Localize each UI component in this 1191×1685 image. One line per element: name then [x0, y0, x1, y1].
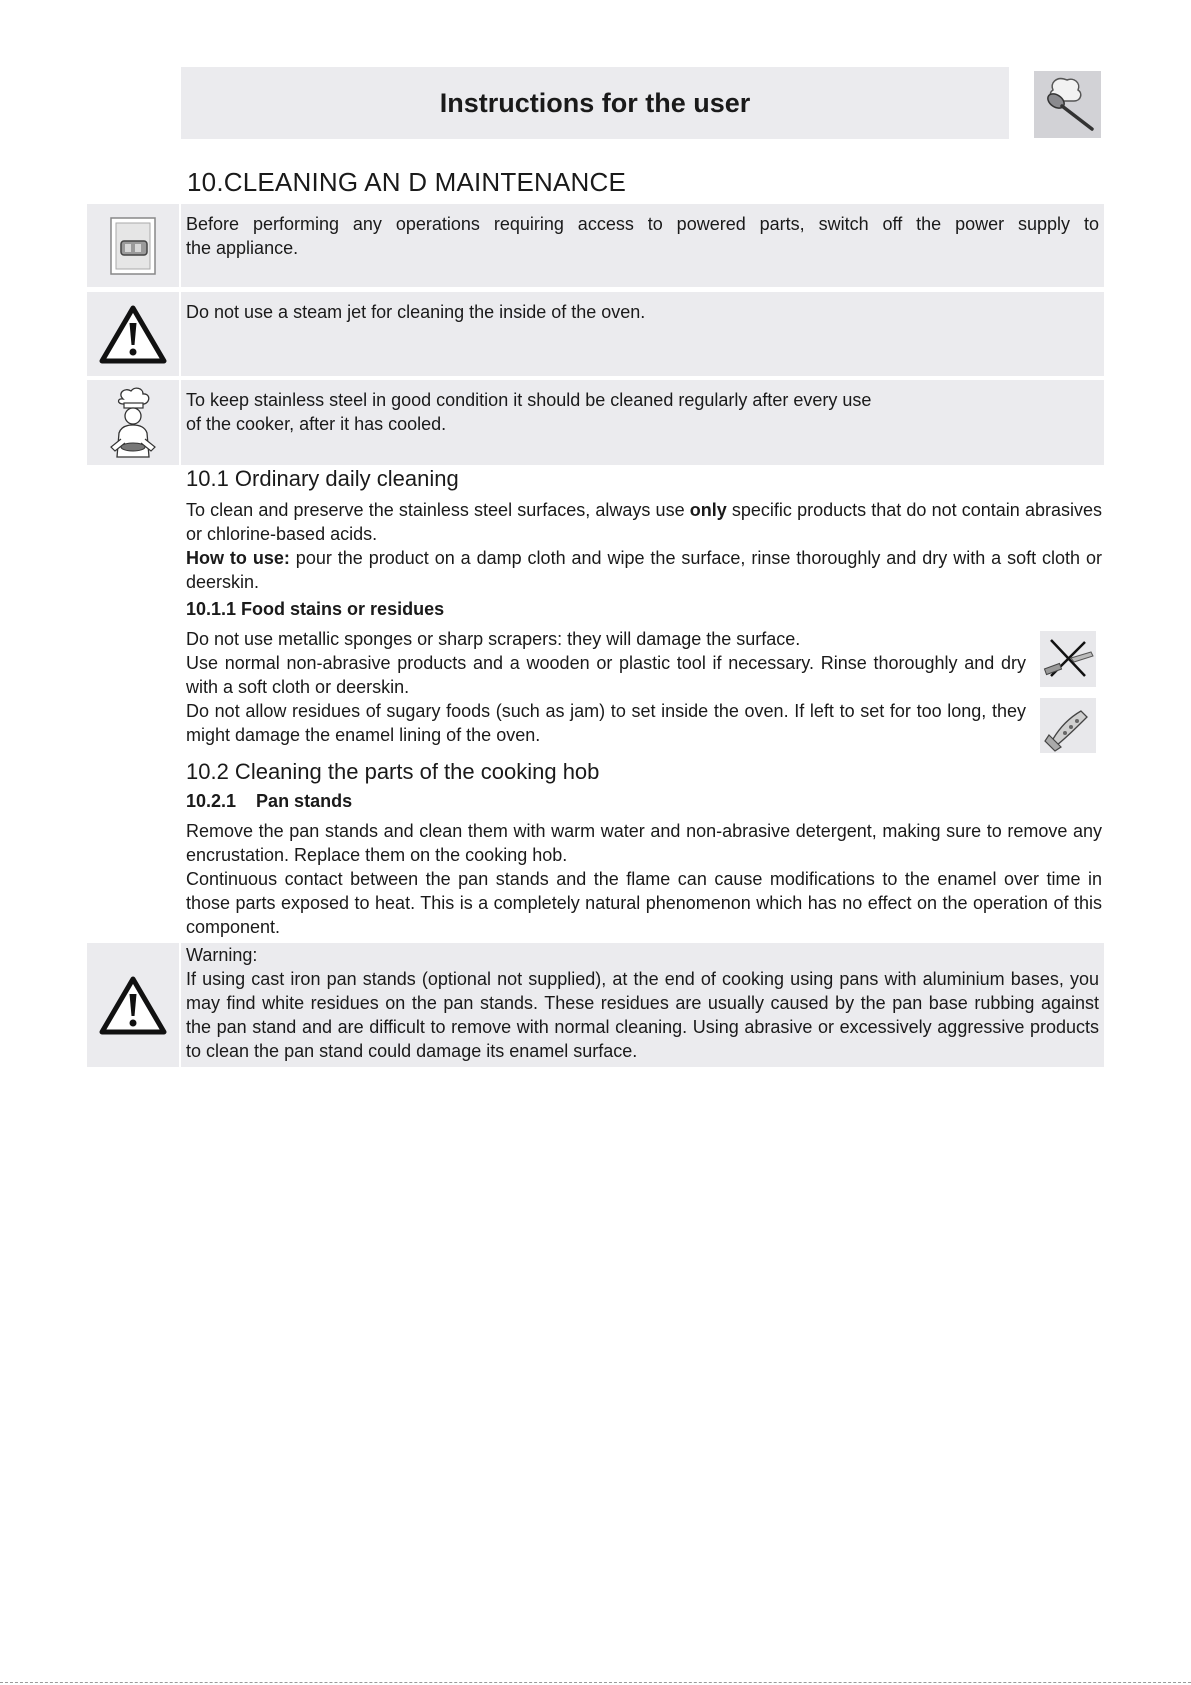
sponge-icon — [1040, 698, 1096, 753]
daily-cleaning-title: 10.1 Ordinary daily cleaning — [186, 466, 459, 491]
daily-paragraph-2 — [186, 546, 1102, 594]
notice-stainless-line2: of the cooker, after it has cooled. — [186, 414, 447, 434]
pan-stands-text — [186, 819, 1102, 939]
pan-stands-title: 10.2.1 Pan stands — [186, 791, 353, 811]
section-title: 10.CLEANING AN D MAINTENANCE — [187, 167, 627, 197]
hob-cleaning-title: 10.2 Cleaning the parts of the cooking hob — [186, 759, 600, 784]
food-stains-title: 10.1.1 Food stains or residues — [186, 599, 445, 619]
daily-cleaning-text — [186, 498, 1102, 594]
warning-label: Warning: — [186, 945, 258, 965]
warning-text: If using cast iron pan stands (optional not supplied), at the end of cooking using pans with aluminium bases, you may find white residues on the pan stands. These residues are usually caused by the pan base rubbing against the pan stand and are difficult to remove with normal cleaning. Using abrasive or excessively aggressive products to clean the pan stand could damage its enamel surface. — [186, 969, 1099, 1061]
chef-icon — [87, 380, 179, 465]
how-to-use-label: How to use: — [186, 548, 290, 568]
notice-steam — [181, 292, 1104, 376]
food-paragraph-1: Do not use metallic sponges or sharp scrapers: they will damage the surface. — [186, 629, 801, 649]
daily-p1-text: To clean and preserve the stainless steel surfaces, always use — [186, 500, 690, 520]
pan-paragraph-2: Continuous contact between the pan stands and the flame can cause modifications to the enamel over time in those parts exposed to heat. This is a completely natural phenomenon which has no effect on the operation of this component. — [186, 869, 1102, 937]
daily-paragraph-1 — [186, 498, 1102, 546]
notice-power-line1: Before performing any operations requiring access to powered parts, switch off the power supply to — [186, 214, 1099, 234]
header-title: Instructions for the user — [439, 87, 751, 118]
notice-stainless — [181, 380, 1104, 465]
pan-paragraph-1: Remove the pan stands and clean them with warm water and non-abrasive detergent, making sure to remove any encrustation. Replace them on the cooking hob. — [186, 821, 1102, 865]
daily-p1-bold: only — [689, 500, 727, 520]
page-bottom-border — [0, 1682, 1191, 1683]
notice-steam-line1: Do not use a steam jet for cleaning the inside of the oven. — [186, 302, 646, 322]
notice-power — [181, 204, 1104, 287]
food-stains-text — [186, 627, 1026, 747]
notice-stainless-line1: To keep stainless steel in good condition it should be cleaned regularly after every use — [186, 390, 872, 410]
crossed-tools-icon — [1040, 631, 1096, 687]
food-paragraph-2: Use normal non-abrasive products and a wooden or plastic tool if necessary. Rinse thoroughly and dry with a soft cloth or deerskin. — [186, 653, 1026, 697]
pan-stand-warning — [181, 943, 1104, 1067]
spoon-chef-hat-icon — [1034, 71, 1101, 138]
notice-power-line2: the appliance. — [186, 238, 299, 258]
how-to-use-text: pour the product on a damp cloth and wipe the surface, rinse thoroughly and dry with a soft cloth or deerskin. — [186, 548, 1102, 592]
food-paragraph-3: Do not allow residues of sugary foods (such as jam) to set inside the oven. If left to set for too long, they might damage the enamel lining of the oven. — [186, 701, 1026, 745]
power-switch-icon — [87, 204, 179, 287]
warning-triangle-icon — [87, 943, 179, 1067]
page-header — [181, 67, 1009, 139]
daily-p1-text-end: specific products that do not contain abrasives or chlorine-based acids. — [186, 500, 1102, 544]
warning-triangle-icon — [87, 292, 179, 376]
